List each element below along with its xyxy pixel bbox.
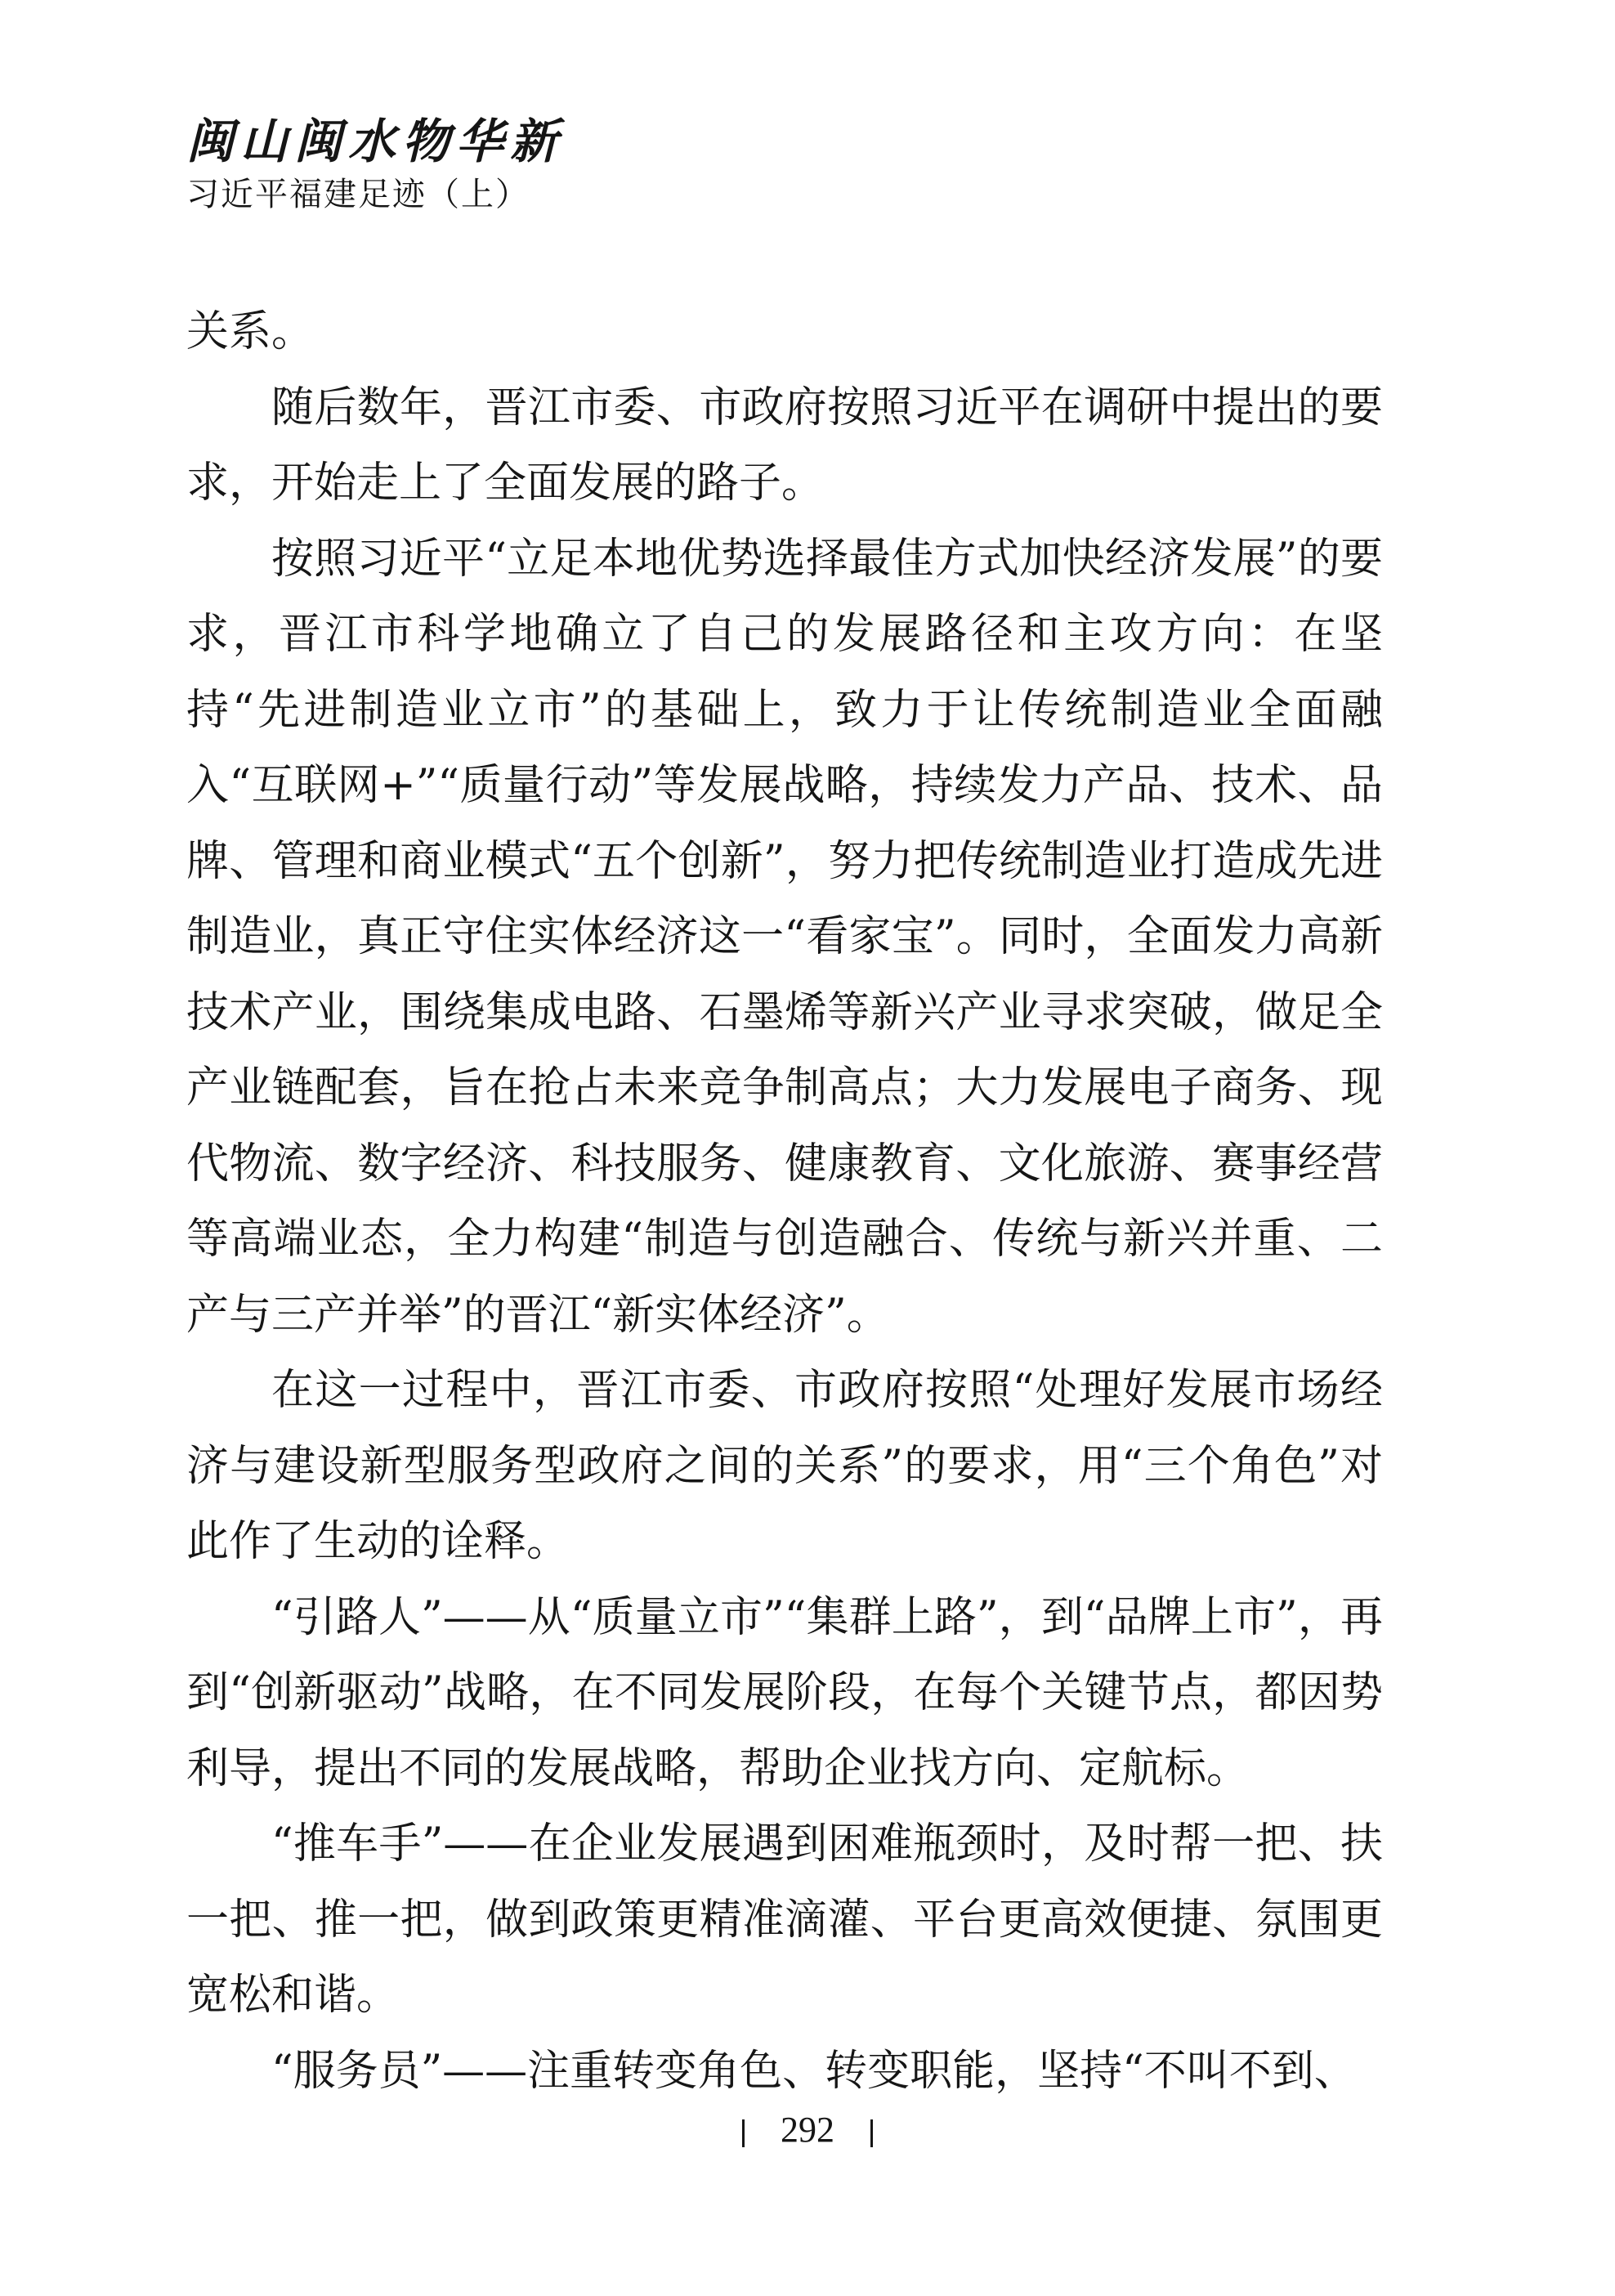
page-footer — [0, 2107, 1615, 2153]
paragraph: “推车手”——在企业发展遇到困难瓶颈时，及时帮一把、扶一把、推一把，做到政策更精准滴灌、平台更高效便捷、氛围更宽松和谐。 — [186, 1819, 1383, 2020]
page-number: 292 — [781, 2110, 834, 2150]
footer-divider-left — [742, 2119, 745, 2147]
paragraph: 随后数年，晋江市委、市政府按照习近平在调研中提出的要求，开始走上了全面发展的路子。 — [186, 383, 1383, 508]
running-header — [186, 113, 564, 216]
book-title: 闽山闽水物华新 — [186, 114, 565, 169]
paragraph-continuation: 关系。 — [186, 307, 315, 356]
paragraph: “服务员”——注重转变角色、转变职能，坚持“不叫不到、 — [271, 2046, 1357, 2096]
book-subtitle: 习近平福建足迹（上） — [186, 176, 530, 213]
body-text — [186, 294, 1383, 2109]
footer-divider-right — [870, 2119, 873, 2147]
paragraph: 按照习近平“立足本地优势选择最佳方式加快经济发展”的要求，晋江市科学地确立了自己的发展路径和主攻方向：在坚持“先进制造业立市”的基础上，致力于让传统制造业全面融入“互联网+”“质量行动”等发展战略，持续发力产品、技术、品牌、管理和商业模式“五个创新”，努力把传统制造业打造成先进制造业，真正守住实体经济这一“看家宝”。同时，全面发力高新技术产业，围绕集成电路、石墨烯等新兴产业寻求突破，做足全产业链配套，旨在抢占未来竞争制高点；大力发展电子商务、现代物流、数字经济、科技服务、健康教育、文化旅游、赛事经营等高端业态，全力构建“制造与创造融合、传统与新兴并重、二产与三产并举”的晋江“新实体经济”。 — [186, 534, 1383, 1340]
paragraph: “引路人”——从“质量立市”“集群上路”，到“品牌上市”，再到“创新驱动”战略，在不同发展阶段，在每个关键节点，都因势利导，提出不同的发展战略，帮助企业找方向、定航标。 — [186, 1592, 1383, 1793]
paragraph: 在这一过程中，晋江市委、市政府按照“处理好发展市场经济与建设新型服务型政府之间的关系”的要求，用“三个角色”对此作了生动的诠释。 — [186, 1366, 1383, 1566]
